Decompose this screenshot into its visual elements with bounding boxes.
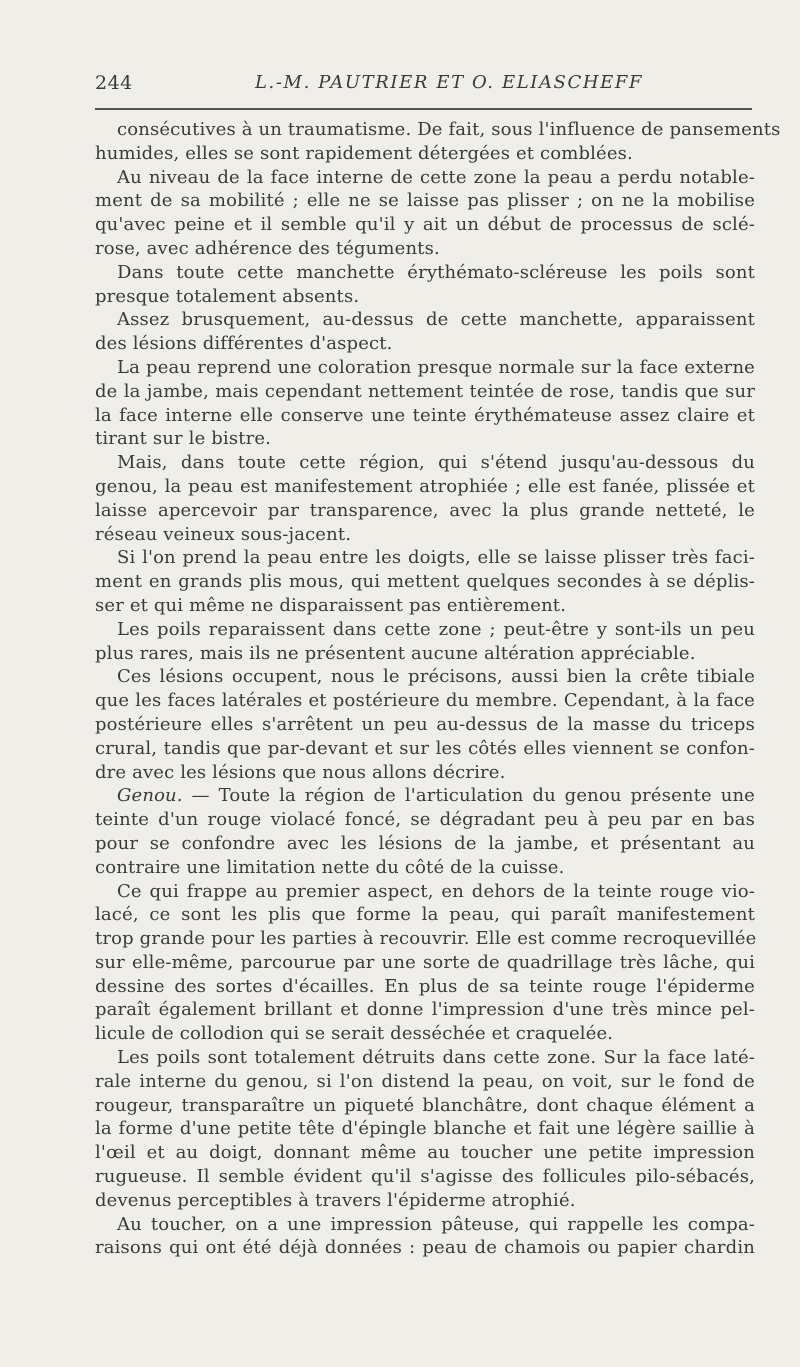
text-line: raisons qui ont été déjà données : peau de chamois ou papier chardin (95, 1237, 755, 1259)
text-line: ment de sa mobilité ; elle ne se laisse pas plisser ; on ne la mobilise (95, 190, 755, 212)
text-line: qu'avec peine et il semble qu'il y ait un début de processus de sclé- (95, 214, 755, 236)
text-line: laisse apercevoir par transparence, avec la plus grande netteté, le (95, 499, 755, 521)
text-line: humides, elles se sont rapidement détergées et comblées. (95, 142, 633, 164)
text-line: Dans toute cette manchette érythémato-scléreuse les poils sont (117, 261, 755, 283)
text-line: contraire une limitation nette du côté de la cuisse. (95, 856, 565, 878)
text-line: Au toucher, on a une impression pâteuse, qui rappelle les compa- (117, 1213, 755, 1235)
text-line: la face interne elle conserve une teinte érythémateuse assez claire et (95, 404, 755, 426)
paragraph (95, 880, 755, 1047)
text-line: licule de collodion qui se serait desséchée et craquelée. (95, 1023, 614, 1045)
section-heading: Genou. (117, 785, 183, 807)
text-line: La peau reprend une coloration presque normale sur la face externe (117, 356, 755, 378)
header-rule (95, 108, 752, 110)
text-line: dessine des sortes d'écailles. En plus de sa teinte rouge l'épiderme (95, 975, 755, 997)
text-line: rose, avec adhérence des téguments. (95, 237, 440, 259)
text-line: Mais, dans toute cette région, qui s'étend jusqu'au-dessous du (117, 452, 755, 474)
paragraph (95, 1213, 755, 1261)
paragraph (95, 451, 755, 546)
text-line: Les poils sont totalement détruits dans cette zone. Sur la face laté- (117, 1047, 755, 1069)
paragraph (95, 308, 755, 356)
text-line (95, 784, 755, 808)
text-line: de la jambe, mais cependant nettement teintée de rose, tandis que sur (95, 380, 755, 402)
text-line: sur elle-même, parcourue par une sorte de quadrillage très lâche, qui (95, 951, 755, 973)
text-line: genou, la peau est manifestement atrophiée ; elle est fanée, plissée et (95, 475, 755, 497)
text-line: Les poils reparaissent dans cette zone ; peut-être y sont-ils un peu (117, 618, 755, 640)
text-line: tirant sur le bistre. (95, 428, 272, 450)
text-line: rugueuse. Il semble évident qu'il s'agisse des follicules pilo-sébacés, (95, 1166, 755, 1188)
text-line: rale interne du genou, si l'on distend la peau, on voit, sur le fond de (95, 1070, 755, 1092)
paragraph (95, 546, 755, 617)
text-line: dre avec les lésions que nous allons décrire. (95, 761, 506, 783)
text-line: devenus perceptibles à travers l'épiderme atrophié. (95, 1189, 576, 1211)
running-head: L.-M. PAUTRIER ET O. ELIASCHEFF (255, 72, 644, 93)
paragraph (95, 261, 755, 309)
text-line: ment en grands plis mous, qui mettent quelques secondes à se déplis- (95, 571, 755, 593)
text-line: Ces lésions occupent, nous le précisons, aussi bien la crête tibiale (117, 666, 755, 688)
paragraph (95, 784, 755, 879)
paragraph (95, 618, 755, 666)
text-line: plus rares, mais ils ne présentent aucune altération appréciable. (95, 642, 696, 664)
text-line: Si l'on prend la peau entre les doigts, elle se laisse plisser très faci- (117, 547, 755, 569)
text-line: que les faces latérales et postérieure du membre. Cependant, à la face (95, 690, 755, 712)
text-line: lacé, ce sont les plis que forme la peau, qui paraît manifestement (95, 904, 755, 926)
paragraph (95, 665, 755, 784)
text-line: rougeur, transparaître un piqueté blanchâtre, dont chaque élément a (95, 1094, 755, 1116)
page-number: 244 (95, 72, 133, 94)
text-line: postérieure elles s'arrêtent un peu au-dessus de la masse du triceps (95, 713, 755, 735)
text-line: consécutives à un traumatisme. De fait, sous l'influence de pansements (117, 119, 781, 140)
text-line: des lésions différentes d'aspect. (95, 333, 393, 355)
text-line: crural, tandis que par-devant et sur les côtés elles viennent se confon- (95, 737, 755, 759)
text-line: Ce qui frappe au premier aspect, en dehors de la teinte rouge vio- (117, 880, 755, 902)
text-line: paraît également brillant et donne l'impression d'une très mince pel- (95, 999, 755, 1021)
text-line: pour se confondre avec les lésions de la jambe, et présentant au (95, 832, 755, 854)
text-line: Au niveau de la face interne de cette zone la peau a perdu notable- (117, 166, 755, 188)
text-line: la forme d'une petite tête d'épingle blanche et fait une légère saillie à (95, 1118, 755, 1140)
paragraph (95, 356, 755, 451)
paragraph (95, 118, 781, 166)
paragraph (95, 1046, 755, 1213)
text-line: l'œil et au doigt, donnant même au toucher une petite impression (95, 1142, 755, 1164)
text-line: Assez brusquement, au-dessus de cette manchette, apparaissent (117, 309, 755, 331)
paragraph (95, 166, 755, 261)
page-header (95, 72, 755, 102)
line-text: — Toute la région de l'articulation du genou présente une (182, 785, 755, 807)
text-line: presque totalement absents. (95, 285, 360, 307)
text-line: réseau veineux sous-jacent. (95, 523, 352, 545)
text-line: trop grande pour les parties à recouvrir. Elle est comme recroquevillée (95, 928, 757, 950)
body-text (95, 118, 781, 1260)
text-line: teinte d'un rouge violacé foncé, se dégradant peu à peu par en bas (95, 809, 755, 831)
text-line: ser et qui même ne disparaissent pas entièrement. (95, 594, 567, 616)
